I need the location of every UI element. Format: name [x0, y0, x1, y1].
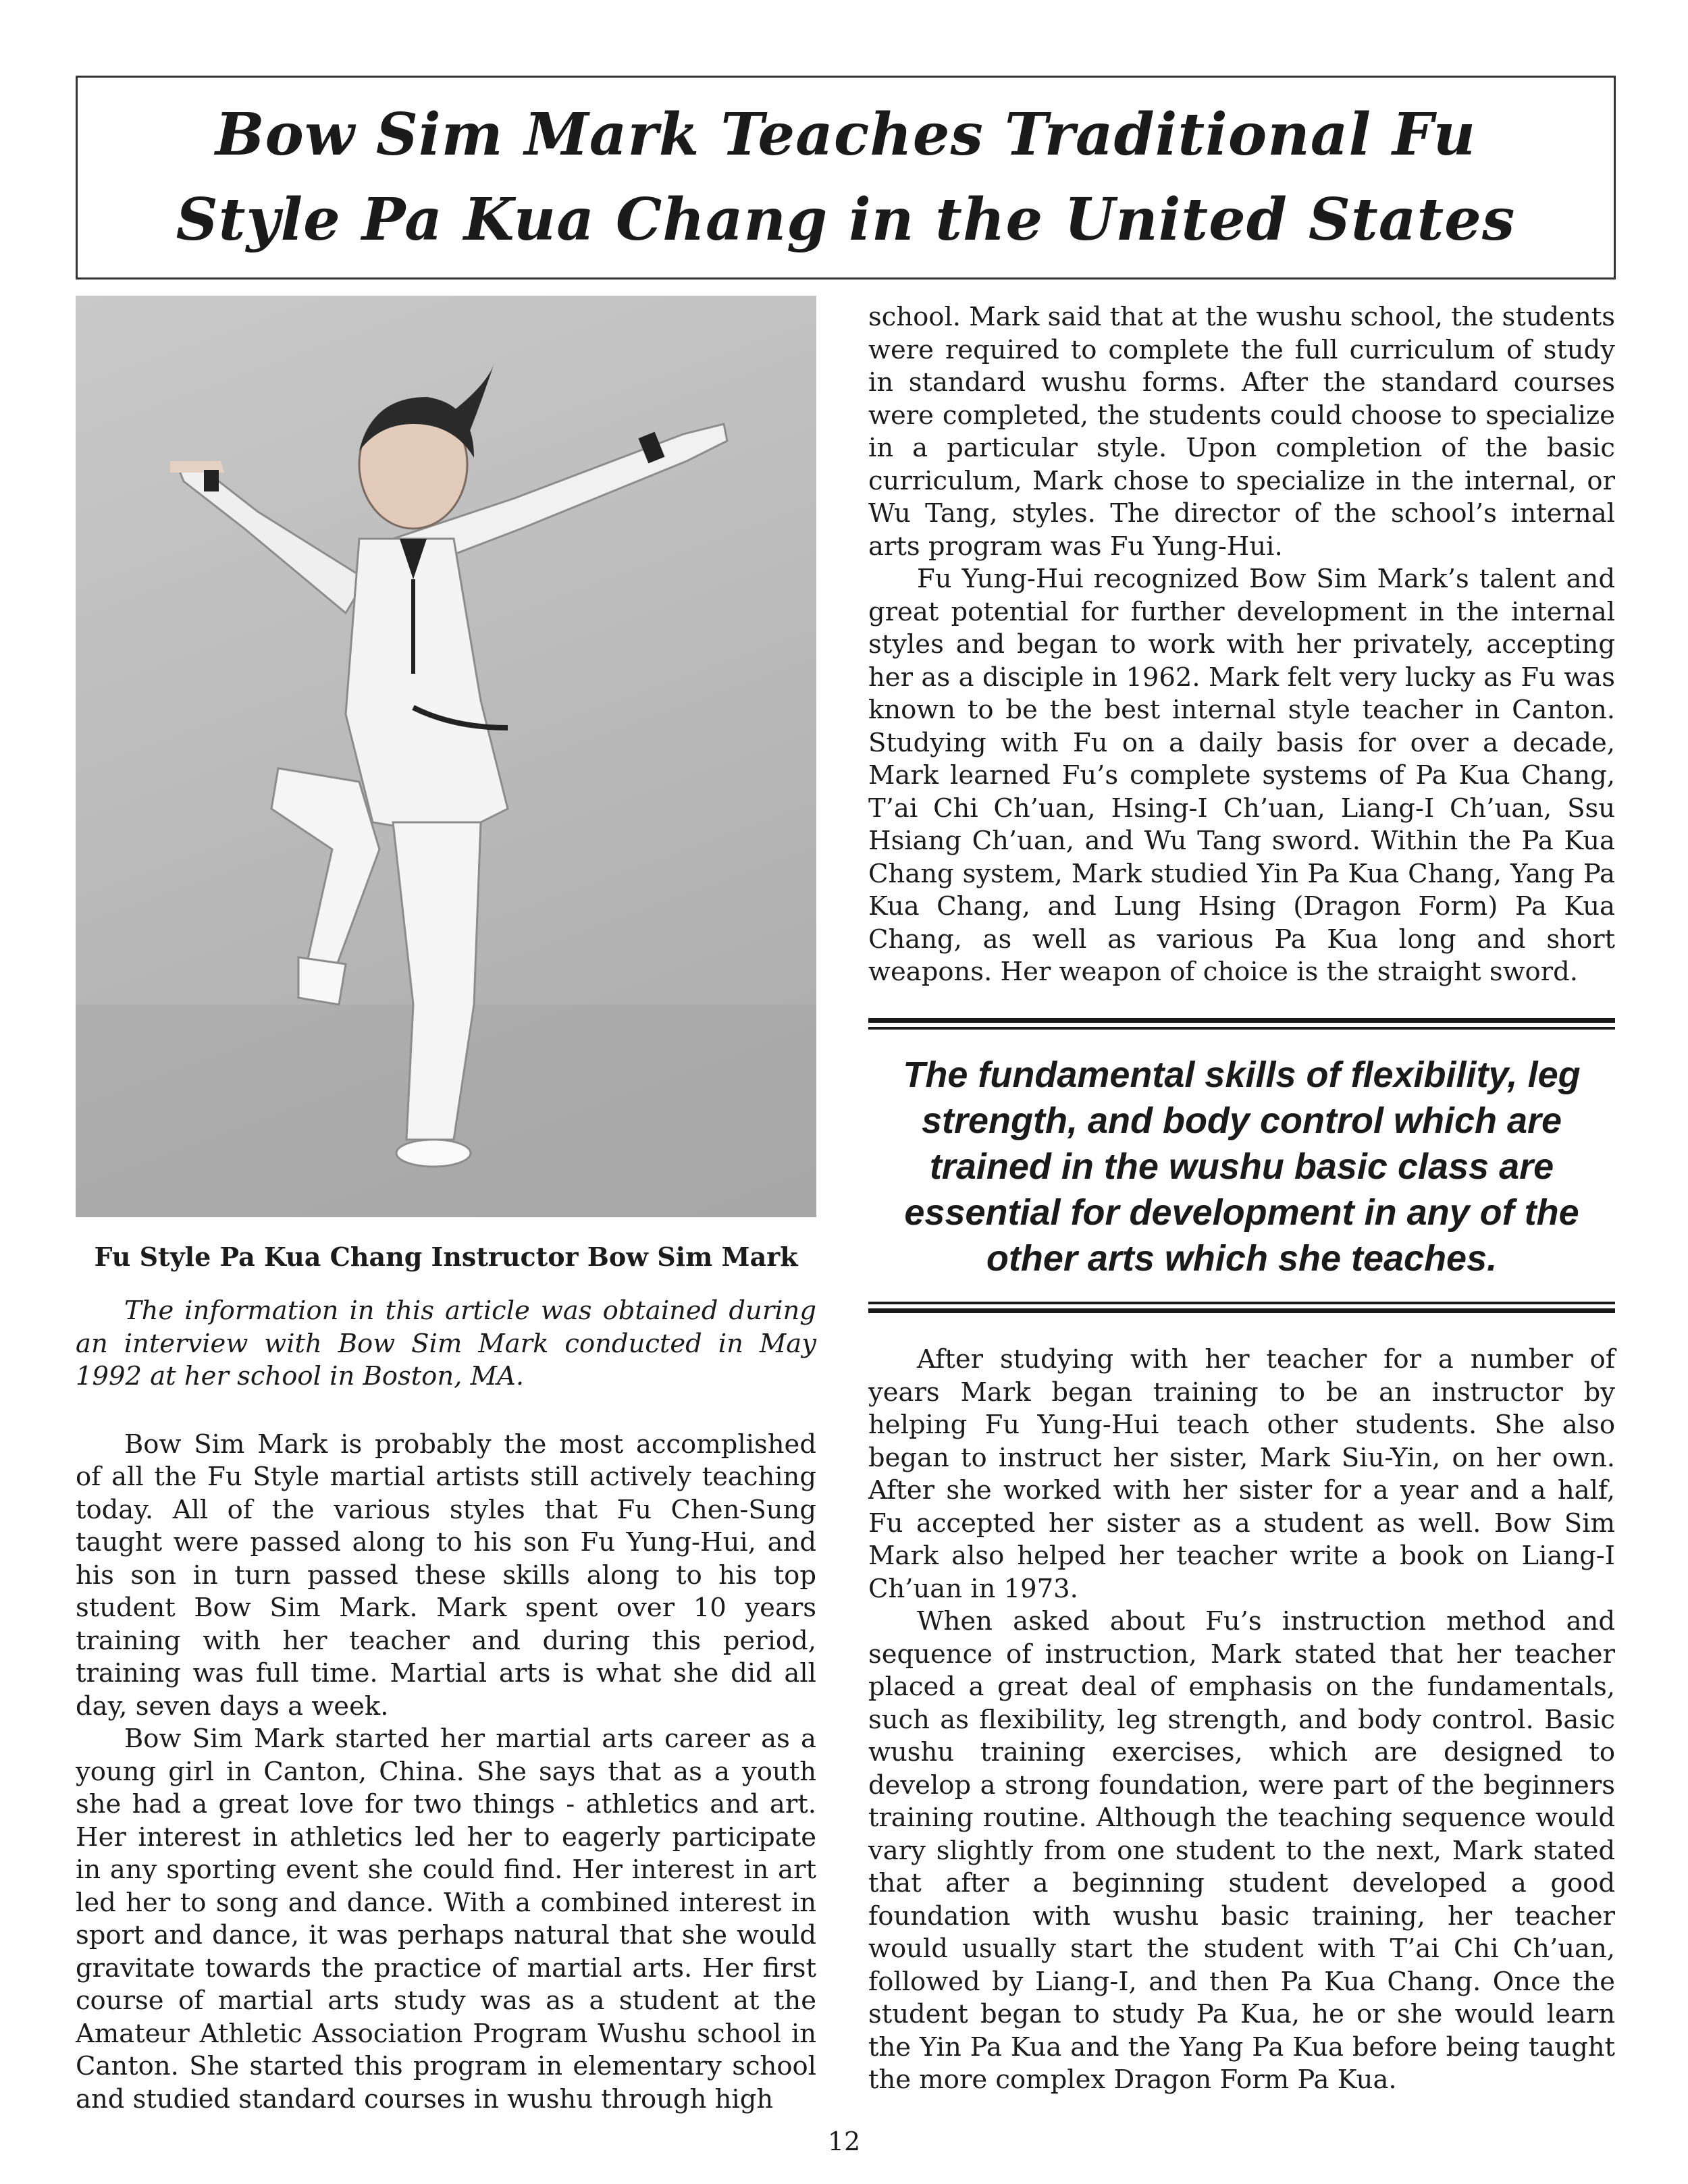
- pull-quote: The fundamental skills of flexibility, leg strength, and body control which are trained in the wushu basic class are essential for development in any of the other arts which she teaches.: [903, 1055, 1581, 1279]
- right-column-bottom: [868, 1343, 1615, 2097]
- intro-note: The information in this article was obtained during an interview with Bow Sim Mark conducted in May 1992 at her school in Boston, MA.: [76, 1296, 816, 1391]
- photo-caption: Fu Style Pa Kua Chang Instructor Bow Sim Mark: [94, 1242, 798, 1272]
- right-column-top: [868, 301, 1615, 989]
- left-column: [76, 1295, 816, 2116]
- article-title: [176, 92, 1516, 263]
- pull-quote-box: [868, 1018, 1615, 1315]
- body-paragraph: After studying with her teacher for a number of years Mark began training to be an instructor by helping Fu Yung-Hui teach other students. She also began to instruct her sister, Mark Siu-Yin, on her own. After she worked with her sister for a year and a half, Fu accepted her sister as a student as well. Bow Sim Mark also helped her teacher write a book on Liang-I Ch’uan in 1973.: [868, 1344, 1615, 1604]
- article-title-box: [76, 76, 1616, 279]
- body-paragraph-continued: school. Mark said that at the wushu school, the students were required to complete the full curriculum of study in standard wushu forms. After the standard courses were completed, the students could choose to specialize in a particular style. Upon completion of the basic curriculum, Mark chose to specialize in the internal, or Wu Tang, styles. The director of the school’s internal arts program was Fu Yung-Hui.: [868, 302, 1615, 562]
- title-line-2: Style Pa Kua Chang in the United States: [176, 186, 1516, 254]
- instructor-photo: [76, 296, 816, 1217]
- pull-quote-bottom-rule: [868, 1302, 1615, 1313]
- body-paragraph: When asked about Fu’s instruction method and sequence of instruction, Mark stated that her teacher placed a great deal of emphasis on the fundamentals, such as flexibility, leg strength, and body control. Basic wushu training exercises, which are designed to develop a strong foundation, were part of the beginners training routine. Although the teaching sequence would vary slightly from one student to the next, Mark stated that after a beginning student developed a good foundation with wushu basic training, her teacher would usually start the student with T’ai Chi Ch’uan, followed by Liang-I, and then Pa Kua Chang. Once the student began to study Pa Kua, he or she would learn the Yin Pa Kua and the Yang Pa Kua before being taught the more complex Dragon Form Pa Kua.: [868, 1606, 1615, 2095]
- title-line-1: Bow Sim Mark Teaches Traditional Fu: [215, 101, 1477, 169]
- instructor-figure-illustration: [76, 296, 816, 1217]
- body-paragraph: Bow Sim Mark is probably the most accomplished of all the Fu Style martial artists still actively teaching today. All of the various styles that Fu Chen-Sung taught were passed along to his son Fu Yung-Hui, and his son in turn passed these skills along to his top student Bow Sim Mark. Mark spent over 10 years training with her teacher and during this period, training was full time. Martial arts is what she did all day, seven days a week.: [76, 1429, 816, 1722]
- body-paragraph: Fu Yung-Hui recognized Bow Sim Mark’s talent and great potential for further development in the internal styles and began to work with her privately, accepting her as a disciple in 1962. Mark felt very lucky as Fu was known to be the best internal style teacher in Canton. Studying with Fu on a daily basis for over a decade, Mark learned Fu’s complete systems of Pa Kua Chang, T’ai Chi Ch’uan, Hsing-I Ch’uan, Liang-I Ch’uan, Ssu Hsiang Ch’uan, and Wu Tang sword. Within the Pa Kua Chang system, Mark studied Yin Pa Kua Chang, Yang Pa Kua Chang, and Lung Hsing (Dragon Form) Pa Kua Chang, as well as various Pa Kua long and short weapons. Her weapon of choice is the straight sword.: [868, 564, 1615, 987]
- body-paragraph: Bow Sim Mark started her martial arts career as a young girl in Canton, China. She says that as a youth she had a great love for two things - athletics and art. Her interest in athletics led her to eagerly participate in any sporting event she could find. Her interest in art led her to song and dance. With a combined interest in sport and dance, it was perhaps natural that she would gravitate towards the practice of martial arts. Her first course of martial arts study was as a student at the Amateur Athletic Association Program Wushu school in Canton. She started this program in elementary school and studied standard courses in wushu through high: [76, 1724, 816, 2114]
- pull-quote-top-rule: [868, 1018, 1615, 1030]
- page-number: 12: [827, 2127, 861, 2156]
